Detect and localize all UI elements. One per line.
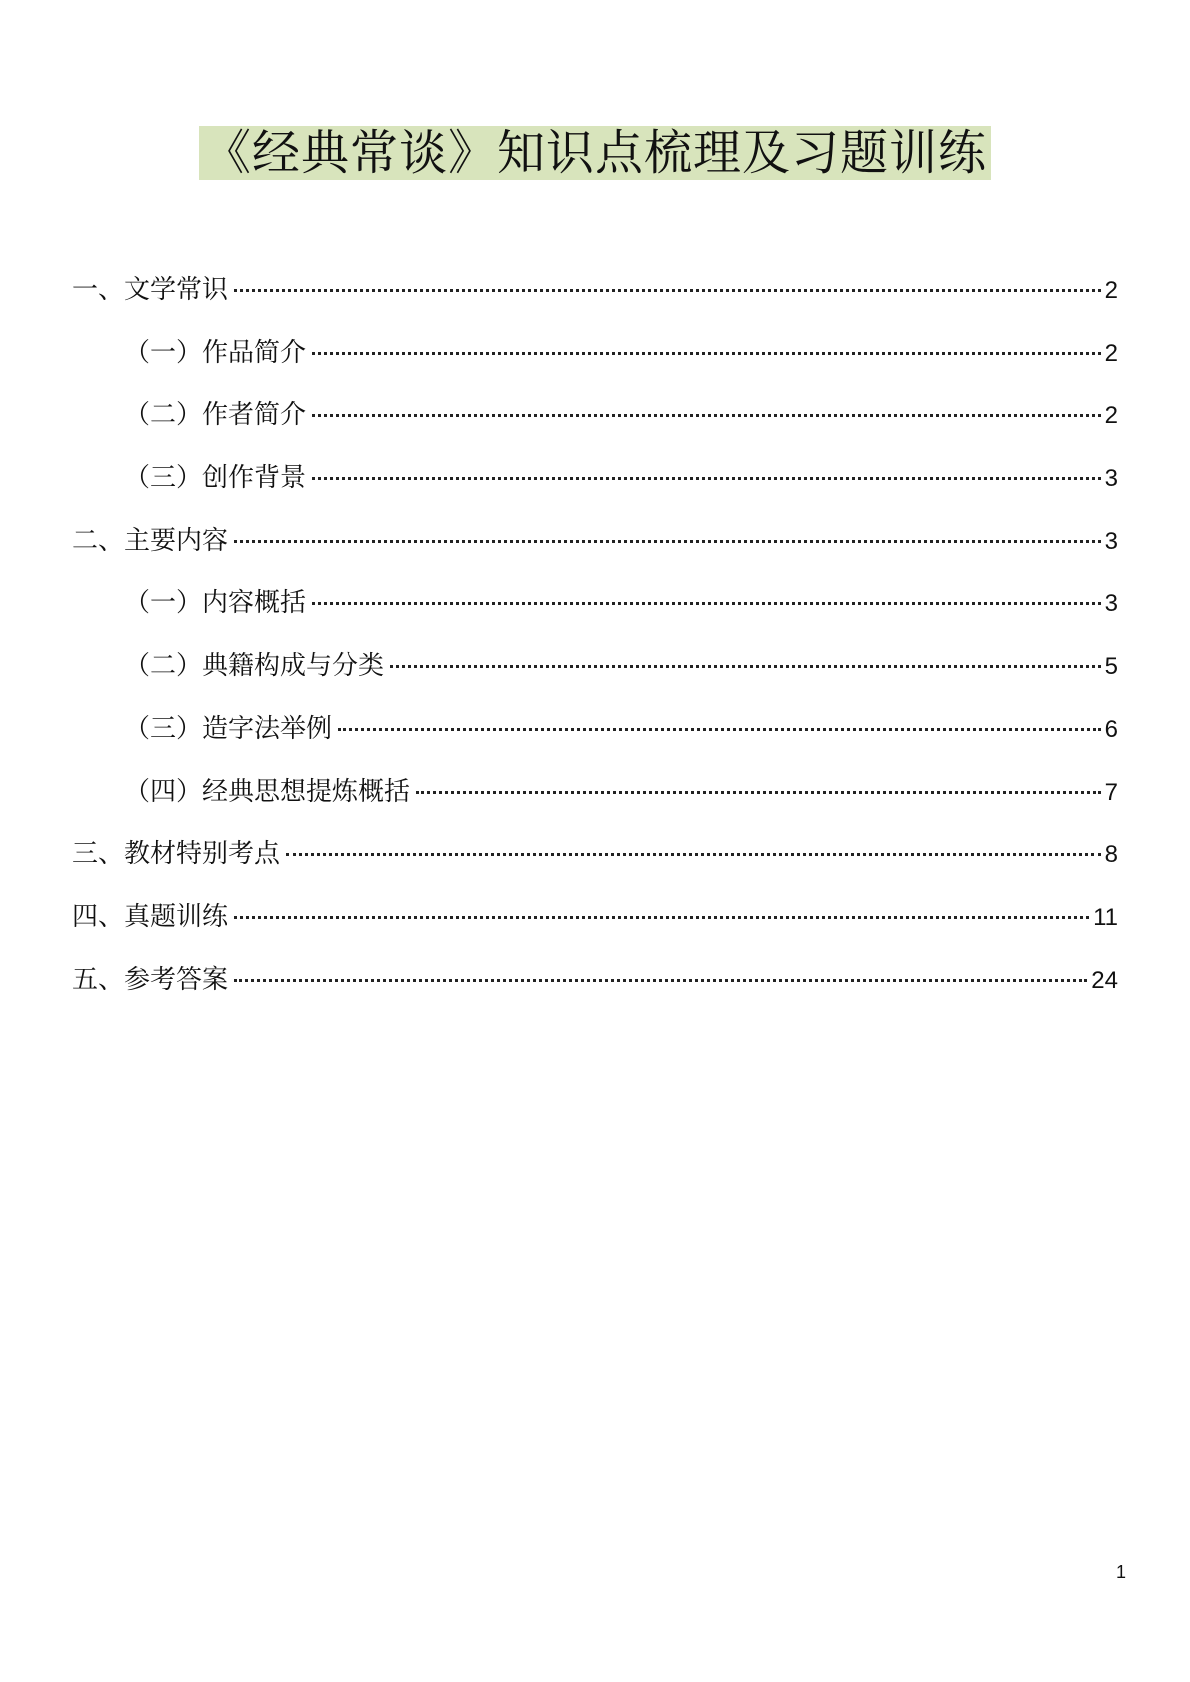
toc-entry-page: 3 (1104, 527, 1118, 555)
toc-entry-1-1[interactable] (72, 333, 1118, 396)
toc-entry-label: （三）造字法举例 (124, 713, 333, 744)
toc-entry-label: （一）作品简介 (124, 337, 307, 368)
toc-dot-leader (312, 352, 1101, 355)
toc-entry-label: （四）经典思想提炼概括 (124, 776, 411, 807)
toc-dot-leader (234, 916, 1089, 919)
toc-entry-label: （二）典籍构成与分类 (124, 651, 385, 682)
toc-entry-label: （三）创作背景 (124, 463, 307, 494)
title-container (0, 126, 1190, 180)
toc-entry-1-2[interactable] (72, 395, 1118, 458)
toc-entry-label: 四、真题训练 (72, 901, 229, 932)
toc-dot-leader (312, 477, 1101, 480)
page-number: 1 (1115, 1562, 1126, 1582)
toc-entry-page: 2 (1104, 339, 1118, 367)
toc-dot-leader (234, 979, 1087, 982)
toc-entry-label: （一）内容概括 (124, 588, 307, 619)
toc-dot-leader (234, 289, 1101, 292)
toc-entry-page: 24 (1091, 966, 1118, 994)
toc-entry-5[interactable] (72, 960, 1118, 1023)
toc-entry-label: 一、文学常识 (72, 275, 229, 305)
toc-entry-1-3[interactable] (72, 458, 1118, 521)
toc-dot-leader (312, 414, 1101, 417)
toc-entry-2[interactable] (72, 521, 1118, 584)
toc-entry-page: 7 (1104, 778, 1118, 806)
toc-entry-page: 2 (1104, 277, 1118, 304)
toc-dot-leader (416, 791, 1101, 794)
toc-dot-leader (286, 853, 1101, 856)
toc-dot-leader (234, 540, 1101, 543)
toc-entry-1[interactable] (72, 270, 1118, 333)
toc-entry-4[interactable] (72, 897, 1118, 960)
toc-entry-page: 3 (1104, 590, 1118, 618)
toc-dot-leader (338, 728, 1101, 731)
toc-entry-label: （二）作者简介 (124, 400, 307, 431)
toc-entry-page: 2 (1104, 402, 1118, 430)
toc-entry-label: 三、教材特别考点 (72, 839, 281, 870)
toc-entry-2-1[interactable] (72, 583, 1118, 646)
toc-entry-page: 8 (1104, 841, 1118, 869)
toc-dot-leader (312, 602, 1101, 605)
toc-entry-label: 五、参考答案 (72, 964, 229, 995)
toc-entry-3[interactable] (72, 834, 1118, 897)
toc-entry-2-4[interactable] (72, 772, 1118, 835)
document-title: 《经典常谈》知识点梳理及习题训练 (199, 126, 991, 180)
toc-entry-2-3[interactable] (72, 709, 1118, 772)
toc-entry-page: 6 (1104, 715, 1118, 743)
toc-dot-leader (390, 665, 1101, 668)
toc-entry-label: 二、主要内容 (72, 525, 229, 556)
toc-entry-2-2[interactable] (72, 646, 1118, 709)
table-of-contents (72, 270, 1118, 1022)
toc-entry-page: 3 (1104, 465, 1118, 493)
toc-entry-page: 11 (1093, 903, 1118, 931)
toc-entry-page: 5 (1104, 653, 1118, 681)
